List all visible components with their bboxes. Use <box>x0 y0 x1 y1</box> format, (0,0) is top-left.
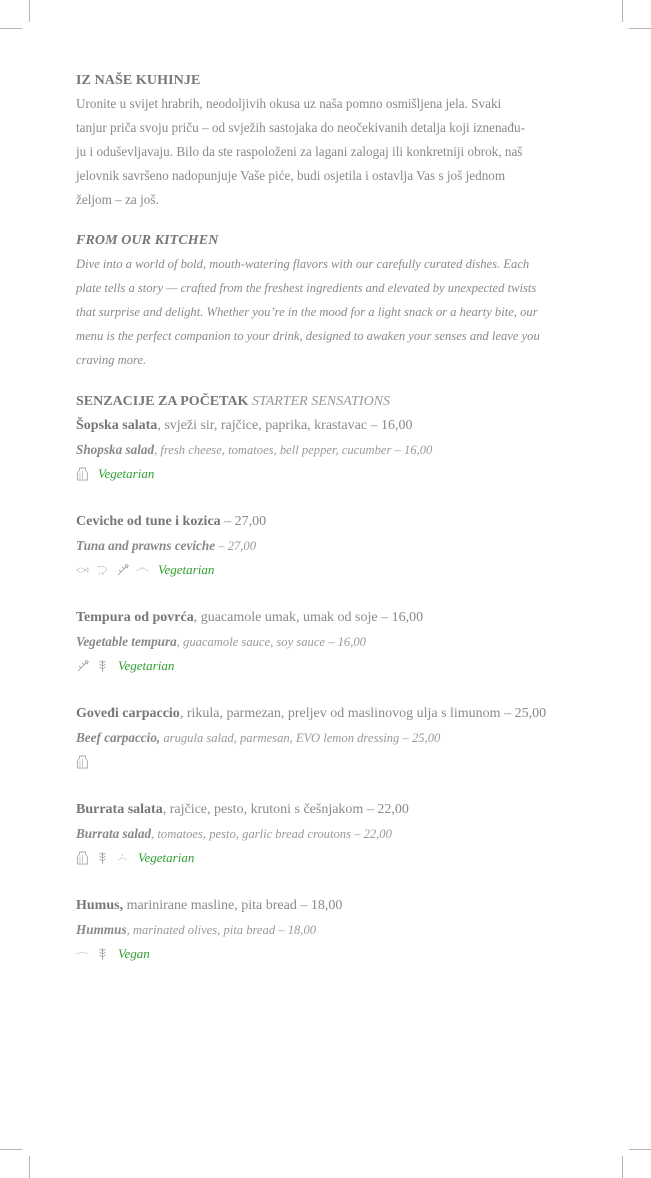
intro-en-line: Dive into a world of bold, mouth-watering flavors with our carefully curated dishes. Each <box>76 257 530 271</box>
gluten-allergen-icon <box>96 659 109 673</box>
item-name-en: Hummus <box>76 922 127 937</box>
crop-mark-bottom-left <box>29 1156 30 1178</box>
item-description-en: , guacamole sauce, soy sauce – 16,00 <box>176 635 366 649</box>
crop-mark-bottom-left-h <box>0 1149 22 1150</box>
menu-item <box>76 510 586 582</box>
item-description-hr: , rikula, parmezan, preljev od maslinovog ulja s limunom – 25,00 <box>179 706 547 721</box>
celery-allergen-icon <box>76 659 89 673</box>
item-description-hr: , rajčice, pesto, krutoni s češnjakom – 22,00 <box>162 802 409 817</box>
crop-mark-top-right-h <box>629 28 651 29</box>
gluten-allergen-icon <box>96 851 109 865</box>
item-description-hr: marinirane masline, pita bread – 18,00 <box>123 898 343 913</box>
category-title-hr: SENZACIJE ZA POČETAK <box>76 394 249 409</box>
menu-item <box>76 798 586 870</box>
crop-mark-top-left <box>29 0 30 22</box>
item-name-en-row <box>76 918 586 942</box>
intro-croatian <box>76 70 586 212</box>
menu-item <box>76 702 586 774</box>
mustard-allergen-icon <box>136 563 149 577</box>
intro-hr-line: Uronite u svijet hrabrih, neodoljivih okusa uz naša pomno osmišljena jela. Svaki <box>76 96 502 111</box>
item-description-hr: , svježi sir, rajčice, paprika, krastavac – 16,00 <box>157 418 413 433</box>
intro-hr-line: željom – za još. <box>76 192 159 207</box>
diet-label: Vegetarian <box>158 562 215 577</box>
menu-page <box>76 70 586 990</box>
crop-mark-bottom-right <box>622 1156 623 1178</box>
item-name-hr-row <box>76 510 586 534</box>
category-title-en: STARTER SENSATIONS <box>251 394 391 409</box>
intro-hr-paragraph <box>76 92 586 212</box>
diet-label: Vegetarian <box>98 466 155 481</box>
intro-hr-title: IZ NAŠE KUHINJE <box>76 73 201 88</box>
item-description-hr: , guacamole umak, umak od soje – 16,00 <box>193 610 424 625</box>
milk-allergen-icon <box>76 467 89 481</box>
intro-english <box>76 230 586 372</box>
intro-hr-line: tanjur priča svoju priču – od svježih sastojaka do neočekivanih detalja koji iznenađu- <box>76 120 525 135</box>
diet-label: Vegetarian <box>118 658 175 673</box>
item-name-hr-row <box>76 894 586 918</box>
intro-en-line: craving more. <box>76 353 147 367</box>
item-tags <box>76 558 586 582</box>
intro-hr-line: jelovnik savršeno nadopunjuje Vaše piće, budi osjetila i ostavlja Vas s još jednom <box>76 168 506 183</box>
item-name-hr-row <box>76 606 586 630</box>
item-tags <box>76 462 586 486</box>
menu-item <box>76 414 586 486</box>
gluten-allergen-icon <box>96 947 109 961</box>
milk-allergen-icon <box>76 755 89 769</box>
item-name-hr-row <box>76 798 586 822</box>
intro-en-line: that surprise and delight. Whether you’re in the mood for a light snack or a hearty bite, our <box>76 305 538 319</box>
item-tags <box>76 942 586 966</box>
item-description-hr: – 27,00 <box>220 514 267 529</box>
item-tags <box>76 654 586 678</box>
intro-en-line: plate tells a story — crafted from the freshest ingredients and elevated by unexpected twists <box>76 281 537 295</box>
item-name-hr-row <box>76 414 586 438</box>
item-name-en-row <box>76 438 586 462</box>
item-name-en-row <box>76 726 586 750</box>
celery-allergen-icon <box>116 563 129 577</box>
intro-en-title: FROM OUR KITCHEN <box>76 233 219 248</box>
fish-allergen-icon <box>76 563 89 577</box>
sesame-allergen-icon <box>76 947 89 961</box>
item-description-en: , tomatoes, pesto, garlic bread croutons – 22,00 <box>151 827 392 841</box>
item-name-en: Shopska salad <box>76 442 155 457</box>
item-description-en: , fresh cheese, tomatoes, bell pepper, cucumber – 16,00 <box>154 443 433 457</box>
item-description-en: arugula salad, parmesan, EVO lemon dressing – 25,00 <box>160 731 441 745</box>
item-description-en: , marinated olives, pita bread – 18,00 <box>126 923 317 937</box>
item-name-hr: Goveđi carpaccio <box>76 706 180 721</box>
item-name-en-row <box>76 534 586 558</box>
intro-en-paragraph <box>76 252 586 372</box>
item-tags <box>76 846 586 870</box>
item-name-hr: Humus, <box>76 898 124 913</box>
crustacean-allergen-icon <box>96 563 109 577</box>
intro-en-line: menu is the perfect companion to your drink, designed to awaken your senses and leave you <box>76 329 540 343</box>
nuts-allergen-icon <box>116 851 129 865</box>
item-name-en: Vegetable tempura <box>76 634 177 649</box>
item-name-hr: Ceviche od tune i kozica <box>76 514 221 529</box>
item-name-hr: Šopska salata <box>76 418 158 433</box>
crop-mark-top-right <box>622 0 623 22</box>
item-tags <box>76 750 586 774</box>
crop-mark-bottom-right-h <box>629 1149 651 1150</box>
milk-allergen-icon <box>76 851 89 865</box>
item-name-en-row <box>76 630 586 654</box>
menu-item <box>76 606 586 678</box>
item-name-hr: Burrata salata <box>76 802 163 817</box>
menu-item-list <box>76 414 586 966</box>
item-name-hr: Tempura od povrća <box>76 610 194 625</box>
item-name-en: Burrata salad <box>76 826 152 841</box>
category-heading <box>76 390 586 414</box>
item-name-en: Beef carpaccio, <box>76 730 161 745</box>
item-name-en-row <box>76 822 586 846</box>
menu-item <box>76 894 586 966</box>
diet-label: Vegetarian <box>138 850 195 865</box>
intro-hr-line: ju i oduševljavaju. Bilo da ste raspoloženi za lagani zalogaj ili konkretniji obrok, naš <box>76 144 523 159</box>
crop-mark-top-left-h <box>0 28 22 29</box>
item-description-en: – 27,00 <box>215 539 257 553</box>
item-name-en: Tuna and prawns ceviche <box>76 538 216 553</box>
item-name-hr-row <box>76 702 586 726</box>
diet-label: Vegan <box>118 946 150 961</box>
